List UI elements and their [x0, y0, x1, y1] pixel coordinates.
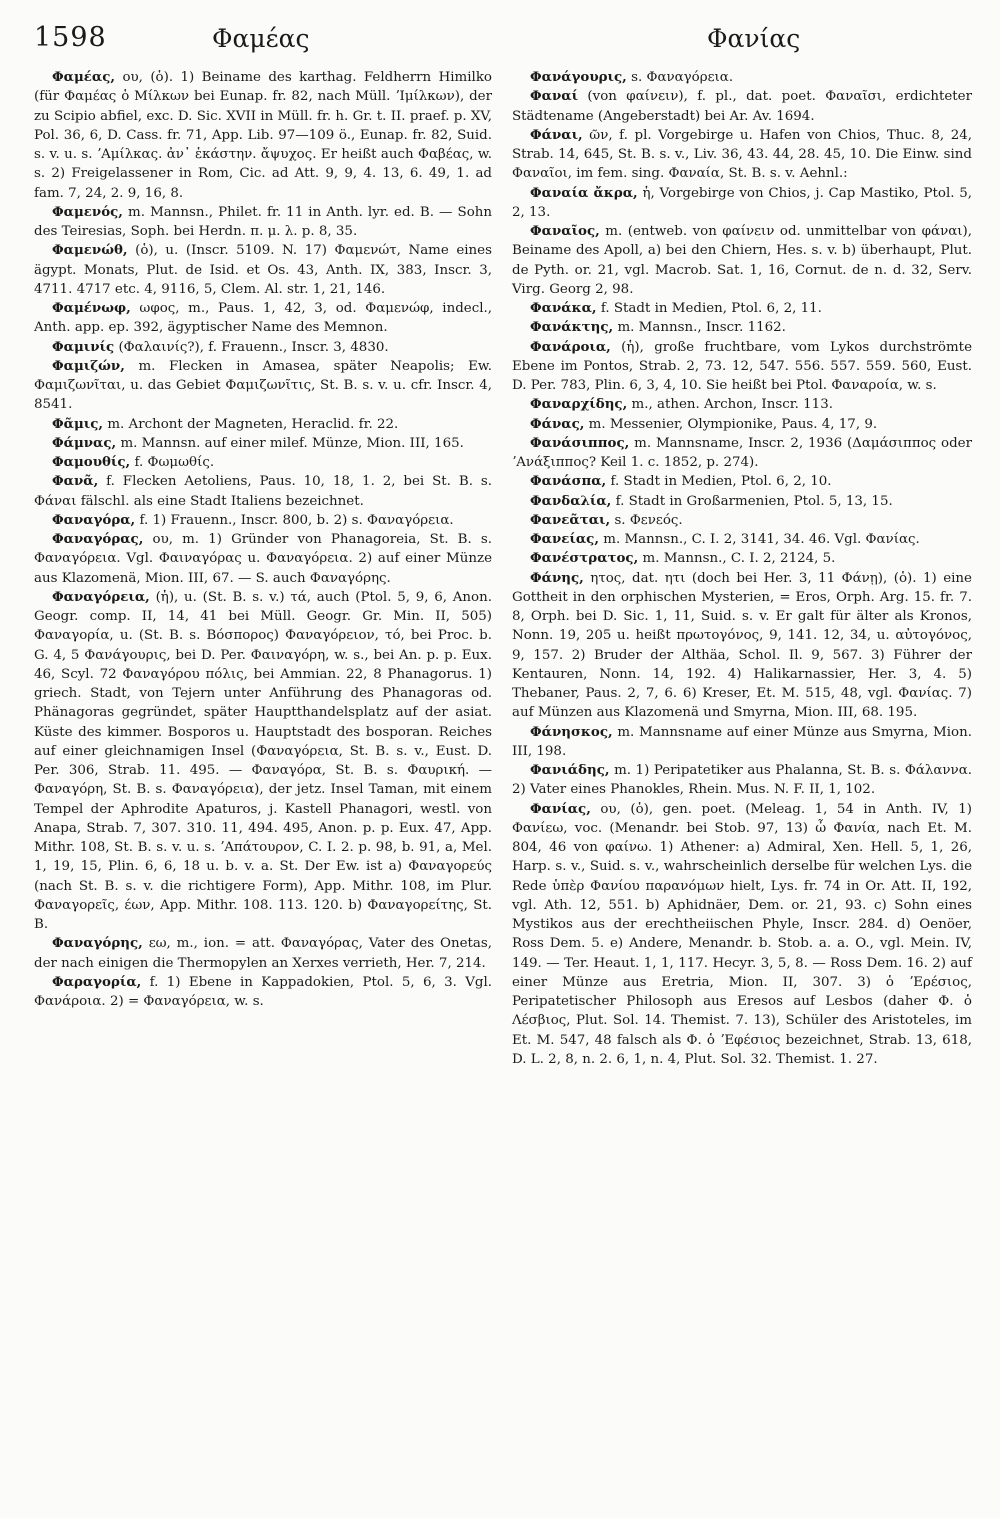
entry-text: m. Mannsname auf einer Münze aus Smyrna, Mion. III, 198.	[512, 724, 972, 759]
dictionary-entry	[34, 973, 492, 1012]
entry-text: m., athen. Archon, Inscr. 113.	[631, 397, 833, 413]
entry-text: s. Φενεός.	[614, 512, 683, 528]
entry-headword: Φᾶμις,	[52, 415, 104, 432]
entry-text: ἡ, Vorgebirge von Chios, j. Cap Mastiko, Ptol. 5, 2, 13.	[512, 185, 972, 220]
entry-text: s. Φαναγόρεια.	[631, 70, 734, 85]
entry-headword: Φαναία ἄκρα,	[530, 184, 638, 201]
dictionary-entry	[34, 415, 492, 434]
entry-headword: Φανδαλία,	[530, 492, 612, 509]
dictionary-entry	[34, 357, 492, 415]
dictionary-entry	[512, 318, 972, 337]
entry-text: f. Stadt in Großarmenien, Ptol. 5, 13, 15.	[615, 493, 893, 509]
entry-headword: Φανείας,	[530, 531, 599, 547]
dictionary-entry	[512, 472, 972, 491]
entry-text: f. Flecken Aetoliens, Paus. 10, 18, 1. 2, bei St. B. s. Φάναι fälschl. als eine Stadt Italiens bezeichnet.	[34, 474, 492, 509]
entry-text: m. Mannsname, Inscr. 2, 1936 (Δαμάσιππος oder ʼΑνάξιππος? Keil 1. c. 1852, p. 274).	[512, 435, 972, 470]
dictionary-entry	[34, 338, 492, 357]
dictionary-entry	[512, 569, 972, 723]
entry-headword: Φανάγουρις,	[530, 69, 627, 85]
entry-headword: Φανάσιππος,	[530, 434, 630, 451]
entry-headword: Φαναῖος,	[530, 223, 600, 239]
entry-headword: Φαμέας,	[52, 69, 116, 85]
dictionary-entry	[34, 299, 492, 338]
dictionary-entry	[34, 68, 492, 203]
entry-headword: Φαναγόρης,	[52, 935, 143, 952]
entry-text: f. Φωμωθίς.	[134, 455, 215, 470]
entry-text: m. 1) Peripatetiker aus Phalanna, St. B. s. Φάλαννα. 2) Vater eines Phanokles, Rhein. Mus. N. F. II, 1, 102.	[512, 763, 972, 798]
entry-text: (ἡ), große fruchtbare, vom Lykos durchströmte Ebene im Pontos, Strab. 2, 73. 12, 547. 556. 557. 559. 560, Eust. D. Per. 783, Plin. 6, 3, 4, 10. Sie heißt bei Ptol. Φαναροία, w. s.	[512, 339, 972, 393]
right-running-head: Φανίας	[707, 24, 801, 53]
entry-headword: Φανᾶ,	[52, 473, 99, 490]
dictionary-entry	[512, 511, 972, 530]
entry-text: f. Stadt in Medien, Ptol. 6, 2, 11.	[600, 301, 822, 316]
entry-headword: Φαναγόρας,	[52, 531, 144, 547]
dictionary-entry	[512, 222, 972, 299]
dictionary-entry	[512, 800, 972, 1070]
entry-text: f. 1) Frauenn., Inscr. 800, b. 2) s. Φαναγόρεια.	[139, 512, 454, 528]
entry-headword: Φάναι,	[530, 126, 583, 143]
dictionary-entry	[34, 203, 492, 242]
dictionary-entry	[512, 338, 972, 396]
left-running-head: Φαμέας	[212, 24, 310, 53]
entry-text: ου, m. 1) Gründer von Phanagoreia, St. B. s. Φαναγόρεια. Vgl. Φαιναγόρας u. Φαναγόρεια. 2) auf einer Münze aus Klazomenä, Mion. III, 67. — S. auch Φαναγόρης.	[34, 532, 492, 586]
dictionary-entry	[512, 395, 972, 414]
dictionary-entry	[512, 434, 972, 473]
entry-headword: Φαναί	[530, 88, 579, 105]
page-header	[34, 18, 970, 68]
entry-headword: Φανεᾶται,	[530, 511, 611, 528]
dictionary-entry	[512, 299, 972, 318]
entry-text: m. Messenier, Olympionike, Paus. 4, 17, 9.	[588, 416, 878, 432]
dictionary-entry	[34, 434, 492, 453]
dictionary-entry	[512, 184, 972, 223]
entry-headword: Φάμνας,	[52, 434, 117, 451]
entry-text: (von φαίνειν), f. pl., dat. poet. Φαναῖσι, erdichteter Städtename (Angeberstadt) bei Ar. Av. 1694.	[512, 89, 972, 124]
entry-headword: Φαναγόρεια,	[52, 588, 150, 605]
right-column	[512, 68, 972, 1069]
dictionary-entry	[34, 472, 492, 511]
dictionary-entry	[512, 126, 972, 184]
dictionary-entry	[34, 241, 492, 299]
dictionary-entry	[34, 588, 492, 935]
dictionary-entry	[512, 549, 972, 568]
entry-text: ωφος, m., Paus. 1, 42, 3, od. Φαμενώφ, indecl., Anth. app. ep. 392, ägyptischer Name des Memnon.	[34, 301, 492, 336]
entry-headword: Φαμινίς	[52, 338, 115, 355]
entry-headword: Φαναρχίδης,	[530, 396, 628, 413]
entry-text: (Φαλαινίς?), f. Frauenn., Inscr. 3, 4830.	[118, 339, 389, 355]
dictionary-entry	[34, 453, 492, 472]
dictionary-entry	[34, 530, 492, 588]
dictionary-entry	[512, 492, 972, 511]
entry-headword: Φανάσπα,	[530, 473, 607, 490]
dictionary-entry	[512, 530, 972, 549]
entry-text: ῶν, f. pl. Vorgebirge u. Hafen von Chios, Thuc. 8, 24, Strab. 14, 645, St. B. s. v., Liv. 36, 43. 44, 28. 45, 10. Die Einw. sind Φαναῖοι, im fem. sing. Φαναία, St. B. s. v. Aehnl.:	[512, 127, 972, 182]
dictionary-entry	[34, 934, 492, 973]
entry-headword: Φανάκτης,	[530, 319, 614, 336]
dictionary-entry	[512, 723, 972, 762]
entry-text: ου, (ὁ). 1) Beiname des karthag. Feldherrn Himilko (für Φαμέας ὁ Μίλκων bei Eunap. fr. 82, nach Müll. ʼΙμίλκων), der zu Scipio abfiel, exc. D. Sic. XVII in Müll. fr. h. Gr. t. II. praef. p. XV, Pol. 36, 6, D. Cass. fr. 71, App. Lib. 97—109 ö., Eunap. fr. 82, Suid. s. v. u. s. ʼΑμίλκας. ἀν᾿ ἑκάστην. ἄψυχος. Er heißt auch Φαβέας, w. s. 2) Freigelassener in Rom, Cic. ad Att. 9, 9, 4. 13, 6. 49, 1. ad fam. 7, 24, 2. 9, 16, 8.	[34, 70, 492, 201]
entry-headword: Φαναγόρα,	[52, 511, 136, 528]
dictionary-entry	[512, 761, 972, 800]
entry-text: m. Mannsn. auf einer milef. Münze, Mion. III, 165.	[120, 435, 464, 451]
entry-headword: Φανίας,	[530, 800, 591, 817]
left-column	[34, 68, 492, 1011]
entry-text: m. Flecken in Amasea, später Neapolis; Ew. Φαμιζωνῖται, u. das Gebiet Φαμιζωνῖτις, St. B. s. v. u. cfr. Inscr. 4, 8541.	[34, 358, 492, 413]
entry-text: m. Archont der Magneten, Heraclid. fr. 22.	[107, 416, 399, 432]
entry-text: f. Stadt in Medien, Ptol. 6, 2, 10.	[610, 474, 832, 490]
entry-headword: Φαμουθίς,	[52, 454, 131, 470]
dictionary-entry	[512, 87, 972, 126]
entry-text: m. Mannsn., C. I. 2, 2124, 5.	[642, 551, 836, 567]
entry-text: m. Mannsn., Inscr. 1162.	[617, 320, 786, 336]
entry-headword: Φαμενώθ,	[52, 242, 128, 259]
columns	[34, 68, 970, 1508]
entry-headword: Φαμενός,	[52, 203, 123, 220]
entry-text: m. (entweb. von φαίνειν od. unmittelbar von φάναι), Beiname des Apoll, a) bei den Chiern, Hes. s. v. b) überhaupt, Plut. de Pyth. or. 21, vgl. Macrob. Sat. 1, 16, Cornut. de n. d. 32, Serv. Virg. Georg 2, 98.	[512, 224, 972, 297]
entry-text: εω, m., ion. = att. Φαναγόρας, Vater des Onetas, der nach einigen die Thermopylen an Xerxes verrieth, Her. 7, 214.	[34, 936, 492, 971]
entry-text: (ἡ), u. (St. B. s. v.) τά, auch (Ptol. 5, 9, 6, Anon. Geogr. comp. II, 14, 41 bei Müll. Geogr. Gr. Min. II, 505) Φαναγορία, u. (St. B. s. Βόσπορος) Φαναγόρειον, τό, bei Proc. b. G. 4, 5 Φανάγουρις, bei D. Per. Φαιναγόρη, w. s., bei An. p. p. Eux. 46, Scyl. 72 Φαναγόρου πόλις, bei Ammian. 22, 8 Phanagorus. 1) griech. Stadt, von Tejern unter Anführung des Phanagoras od. Phänagoras gegründet, später Hauptthandelsplatz auf der asiat. Küste des kimmer. Bosporos u. Hauptstadt des bosporan. Reiches auf einer gleichnamigen Insel (Φαναγόρεια, St. B. s. v., Eust. D. Per. 306, Strab. 11. 495. — Φαναγόρα, St. B. s. Φαυρική. — Φαναγόρη, St. B. s. Φαναγόρεια), der jetz. Insel Taman, mit einem Tempel der Aphrodite Apaturos, j. Kastell Phanagori, westl. von Anapa, Strab. 7, 307. 310. 11, 494. 495, Anon. p. p. Eux. 47, App. Mithr. 108, St. B. s. v. u. s. ʼΑπάτουρον, C. I. 2. p. 98, b. 91, a, Mel. 1, 19, 15, Plin. 6, 6, 18 u. b. v. a. St. Der Ew. ist a) Φαναγορεύς (nach St. B. s. v. die richtigere Form), App. Mithr. 108, im Plur. Φαναγορεῖς, έων, App. Mithr. 108. 113. 120. b) Φαναγορείτης, St. B.	[34, 589, 492, 932]
entry-text: (ὁ), u. (Inscr. 5109. N. 17) Φαμενώτ, Name eines ägypt. Monats, Plut. de Isid. et Os. 43, Anth. IX, 383, Inscr. 3, 4711. 4717 etc. 4, 9116, 5, Clem. Al. str. 1, 21, 146.	[34, 243, 492, 297]
entry-text: m. Mannsn., C. I. 2, 3141, 34. 46. Vgl. Φανίας.	[603, 532, 920, 547]
entry-headword: Φανάκα,	[530, 300, 597, 316]
entry-text: ου, (ὁ), gen. poet. (Meleag. 1, 54 in Anth. IV, 1) Φανίεω, voc. (Menandr. bei Stob. 97, 13) ὦ Φανία, nach Et. M. 804, 46 von φαίνω. 1) Athener: a) Admiral, Xen. Hell. 5, 1, 26, Harp. s. v., Suid. s. v., wahrscheinlich derselbe für welchen Lys. die Rede ὑπὲρ Φανίου παρανόμων hielt, Lys. fr. 74 in Or. Att. II, 192, vgl. Ath. 12, 551. b) Aphidnäer, Dem. or. 21, 93. c) Sohn eines Mystikos aus der erechtheiischen Phyle, Inscr. 284. d) Oenöer, Ross Dem. 5. e) Andere, Menandr. b. Stob. a. a. O., vgl. Mein. IV, 149. — Ter. Heaut. 1, 1, 117. Hecyr. 3, 5, 8. — Ross Dem. 16. 2) auf einer Münze aus Eretria, Mion. II, 307. 3) ὁ ʼΕρέσιος, Peripatetischer Philosoph aus Eresos auf Lesbos (daher Φ. ὁ Λέσβιος, Plut. Sol. 14. Themist. 7. 13), Schüler des Aristoteles, im Et. M. 547, 48 falsch als Φ. ὁ ʼΕφέσιος bezeichnet, Strab. 13, 618, D. L. 2, 8, n. 2. 6, 1, n. 4, Plut. Sol. 32. Themist. 1. 27.	[512, 801, 972, 1067]
entry-text: m. Mannsn., Philet. fr. 11 in Anth. lyr. ed. B. — Sohn des Teiresias, Soph. bei Herdn. π. μ. λ. p. 8, 35.	[34, 204, 493, 239]
entry-text: ητος, dat. ητι (doch bei Her. 3, 11 Φάνῃ), (ὁ). 1) eine Gottheit in den orphischen Mysterien, = Eros, Orph. Arg. 15. fr. 7. 8, Orph. bei D. Sic. 1, 11, Suid. s. v. Er galt für älter als Kronos, Nonn. 19, 205 u. heißt πρωτογόνος, 9, 141. 12, 34, u. αὐτογόνος, 9, 157. 2) Bruder der Althäa, Schol. Il. 9, 567. 3) Führer der Kentauren, Nonn. 14, 192. 4) Halikarnassier, Her. 3, 4. 5) Thebaner, Paus. 2, 7, 6. 6) Kreser, Et. M. 515, 48, vgl. Φανίας. 7) auf Münzen aus Klazomenä und Smyrna, Mion. III, 68. 195.	[512, 570, 972, 721]
dictionary-entry	[512, 68, 972, 87]
entry-headword: Φάνης,	[530, 569, 584, 586]
dictionary-entry	[512, 415, 972, 434]
entry-headword: Φανιάδης,	[530, 762, 610, 778]
page-number: 1598	[34, 22, 107, 53]
dictionary-entry	[34, 511, 492, 530]
entry-headword: Φαμένωφ,	[52, 300, 131, 316]
entry-headword: Φάνας,	[530, 415, 585, 432]
entry-headword: Φανέστρατος,	[530, 550, 639, 567]
entry-headword: Φανάροια,	[530, 338, 611, 355]
entry-headword: Φαμιζών,	[52, 357, 125, 374]
entry-text: f. 1) Ebene in Kappadokien, Ptol. 5, 6, 3. Vgl. Φανάροια. 2) = Φαναγόρεια, w. s.	[34, 974, 492, 1009]
entry-headword: Φάνησκος,	[530, 723, 613, 740]
entry-headword: Φαραγορία,	[52, 973, 142, 990]
